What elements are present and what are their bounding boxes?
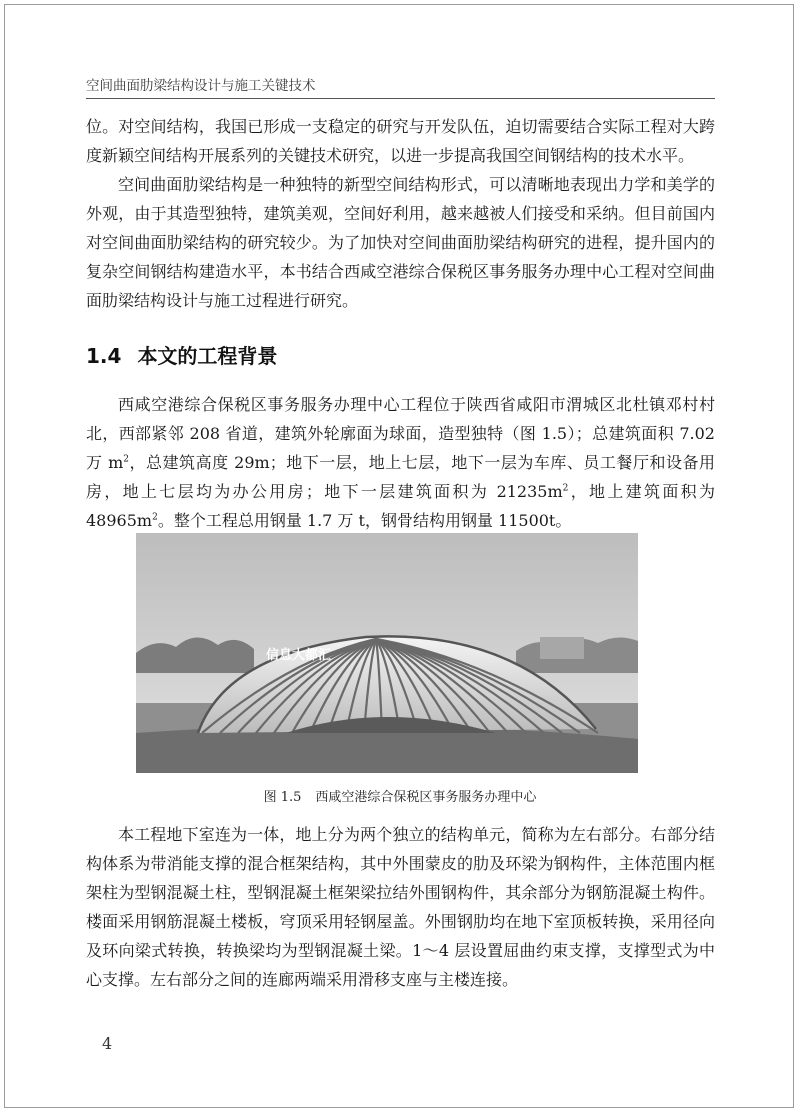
figure-number: 图 1.5 bbox=[263, 790, 302, 805]
structure-text bbox=[86, 820, 715, 994]
section-title: 本文的工程背景 bbox=[137, 344, 278, 368]
superscript-area-2: 2 bbox=[562, 483, 569, 494]
background-text-part-4: 。整个工程总用钢量 1.7 万 t，钢骨结构用钢量 11500t。 bbox=[157, 511, 572, 530]
background-text-part-3: ，地上建筑面积为 48965m bbox=[86, 482, 715, 530]
figure-caption bbox=[0, 786, 800, 805]
background-text bbox=[86, 390, 715, 535]
superscript-area-1: 2 bbox=[123, 454, 130, 465]
figure-caption-text: 西咸空港综合保税区事务服务办理中心 bbox=[315, 790, 537, 805]
dome-building-illustration bbox=[136, 533, 638, 773]
background-text-part-1: 西咸空港综合保税区事务服务办理中心工程位于陕西省咸阳市渭城区北杜镇邓村村北，西部紧邻 208 省道，建筑外轮廓面为球面，造型独特（图 1.5）；总建筑面积 7.02 万 m bbox=[86, 395, 715, 472]
section-heading bbox=[86, 340, 277, 369]
intro-text bbox=[86, 112, 715, 315]
running-header: 空间曲面肋梁结构设计与施工关键技术 bbox=[86, 78, 316, 94]
intro-paragraph-2: 空间曲面肋梁结构是一种独特的新型空间结构形式，可以清晰地表现出力学和美学的外观，由于其造型独特，建筑美观，空间好利用，越来越被人们接受和采纳。但目前国内对空间曲面肋梁结构的研究较少。为了加快对空间曲面肋梁结构研究的进程，提升国内的复杂空间钢结构建造水平，本书结合西咸空港综合保税区事务服务办理中心工程对空间曲面肋梁结构设计与施工过程进行研究。 bbox=[86, 175, 715, 310]
structure-paragraph: 本工程地下室连为一体，地上分为两个独立的结构单元，简称为左右部分。右部分结构体系为带消能支撑的混合框架结构，其中外围蒙皮的肋及环梁为钢构件，主体范围内框架柱为型钢混凝土柱，型钢混凝土框架梁拉结外围钢构件，其余部分为钢筋混凝土构件。楼面采用钢筋混凝土楼板，穹顶采用轻钢屋盖。外围钢肋均在地下室顶板转换，采用径向及环向梁式转换，转换梁均为型钢混凝土梁。1～4 层设置屈曲约束支撑，支撑型式为中心支撑。左右部分之间的连廊两端采用滑移支座与主楼连接。 bbox=[86, 825, 715, 989]
building-photo bbox=[136, 533, 638, 773]
background-text-part-2: ，总建筑高度 29m；地下一层，地上七层，地下一层为车库、员工餐厅和设备用房，地上七层均为办公用房；地下一层建筑面积为 21235m bbox=[86, 453, 715, 501]
building-sign: 信息大都汇 bbox=[266, 648, 332, 663]
page-number: 4 bbox=[102, 1034, 113, 1053]
section-number: 1.4 bbox=[86, 344, 122, 368]
distant-building bbox=[540, 637, 584, 659]
background-paragraph bbox=[86, 390, 715, 535]
superscript-area-3: 2 bbox=[152, 512, 158, 523]
header-rule bbox=[86, 98, 715, 99]
intro-paragraph-1: 位。对空间结构，我国已形成一支稳定的研究与开发队伍，迫切需要结合实际工程对大跨度新颖空间结构开展系列的关键技术研究，以进一步提高我国空间钢结构的技术水平。 bbox=[86, 117, 715, 165]
